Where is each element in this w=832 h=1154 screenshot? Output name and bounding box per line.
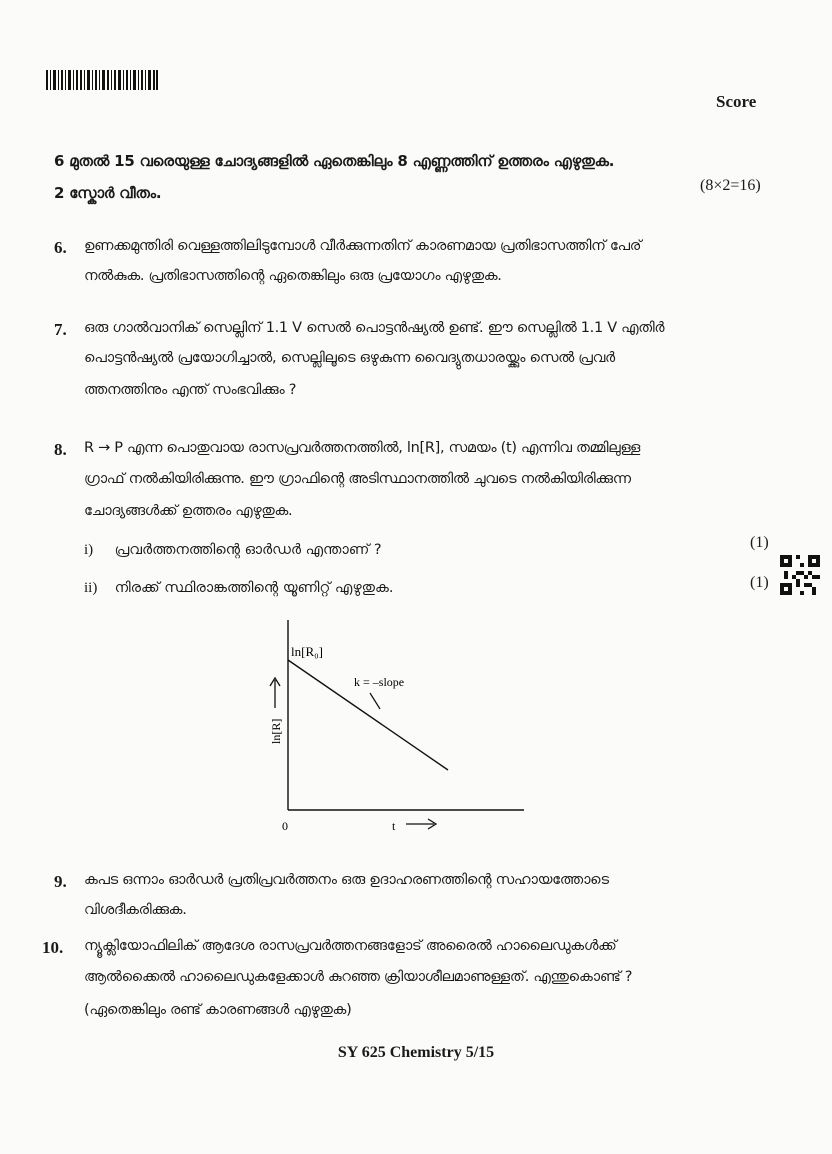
question-text-line: ചോദ്യങ്ങൾക്ക് ഉത്തരം എഴുതുക.: [84, 503, 293, 519]
slope-pointer: [370, 693, 380, 709]
y-axis-arrow-icon: [270, 678, 280, 708]
ln-r-vs-time-graph: [258, 612, 538, 837]
question-number: 6.: [54, 238, 67, 257]
question-text-line: ആൽക്കൈൽ ഹാലൈഡുകളേക്കാൾ കുറഞ്ഞ ക്രിയാശീലമാണുള്ളത്. എന്തുകൊണ്ട് ?: [84, 969, 633, 985]
subpart-label: ii): [84, 580, 98, 596]
slope-label: k = –slope: [354, 675, 405, 689]
instruction-line-1: 6 മുതൽ 15 വരെയുള്ള ചോദ്യങ്ങളിൽ ഏതെങ്കിലും 8 എണ്ണത്തിന് ഉത്തരം എഴുതുക.: [54, 152, 615, 170]
barcode: [46, 70, 158, 90]
subpart-i-marks: (1): [750, 534, 769, 551]
question-number: 9.: [54, 872, 67, 891]
subpart-ii-marks: (1): [750, 574, 769, 591]
question-text-line: പൊട്ടൻഷ്യൽ പ്രയോഗിച്ചാൽ, സെല്ലിലൂടെ ഒഴുകുന്ന വൈദ്യുതധാരയ്ക്കും സെൽ പ്രവർ: [84, 350, 615, 366]
question-number: 10.: [42, 938, 64, 957]
question-text-line: വിശദീകരിക്കുക.: [84, 902, 187, 918]
x-axis-arrow-icon: [406, 819, 436, 829]
question-text-line: നൽകുക. പ്രതിഭാസത്തിന്റെ ഏതെങ്കിലും ഒരു പ്രയോഗം എഴുതുക.: [84, 268, 502, 284]
question-number: 7.: [54, 320, 67, 339]
instruction-line-2: 2 സ്കോർ വീതം.: [54, 184, 162, 202]
question-text-line: ത്തനത്തിനും എന്ത് സംഭവിക്കും ?: [84, 382, 297, 398]
score-label: Score: [716, 92, 757, 111]
question-text-line: (ഏതെങ്കിലും രണ്ട് കാരണങ്ങൾ എഴുതുക): [84, 1002, 352, 1018]
subpart-text: നിരക്ക് സ്ഥിരാങ്കത്തിന്റെ യൂണിറ്റ് എഴുതുക.: [114, 580, 394, 596]
question-number: 8.: [54, 440, 67, 459]
section-marks: (8×2=16): [700, 177, 761, 194]
question-text-line: ഉണക്കമുന്തിരി വെള്ളത്തിലിടുമ്പോൾ വീർക്കുന്നതിന് കാരണമായ പ്രതിഭാസത്തിന് പേര്: [84, 238, 642, 254]
question-text-line: R → P എന്ന പൊതുവായ രാസപ്രവർത്തനത്തിൽ, ln[R], സമയം (t) എന്നിവ തമ്മിലുള്ള: [84, 440, 641, 456]
page-footer: SY 625 Chemistry 5/15: [337, 1044, 495, 1061]
question-text-line: ഒരു ഗാൽവാനിക് സെല്ലിന് 1.1 V സെൽ പൊട്ടൻഷ്യൽ ഉണ്ട്. ഈ സെല്ലിൽ 1.1 V എതിർ: [84, 320, 665, 336]
subpart-i: [84, 542, 382, 559]
intercept-label: ln[R₀]: [291, 644, 323, 659]
qr-code: [780, 555, 820, 595]
subpart-label: i): [84, 542, 94, 558]
y-axis-label: ln[R]: [269, 718, 283, 744]
question-text-line: ഗ്രാഫ് നൽകിയിരിക്കുന്നു. ഈ ഗ്രാഫിന്റെ അടിസ്ഥാനത്തിൽ ചുവടെ നൽകിയിരിക്കുന്ന: [84, 471, 631, 487]
question-text-line: കപട ഒന്നാം ഓർഡർ പ്രതിപ്രവർത്തനം ഒരു ഉദാഹരണത്തിന്റെ സഹായത്തോടെ: [84, 872, 609, 888]
subpart-text: പ്രവർത്തനത്തിന്റെ ഓർഡർ എന്താണ് ?: [114, 542, 382, 558]
origin-label: 0: [282, 819, 288, 833]
x-axis-label: t: [392, 819, 396, 833]
subpart-ii: [84, 580, 393, 597]
question-text-line: ന്യൂക്ലിയോഫിലിക് ആദേശ രാസപ്രവർത്തനങ്ങളോട് അരൈൽ ഹാലൈഡുകൾക്ക്: [84, 938, 617, 954]
